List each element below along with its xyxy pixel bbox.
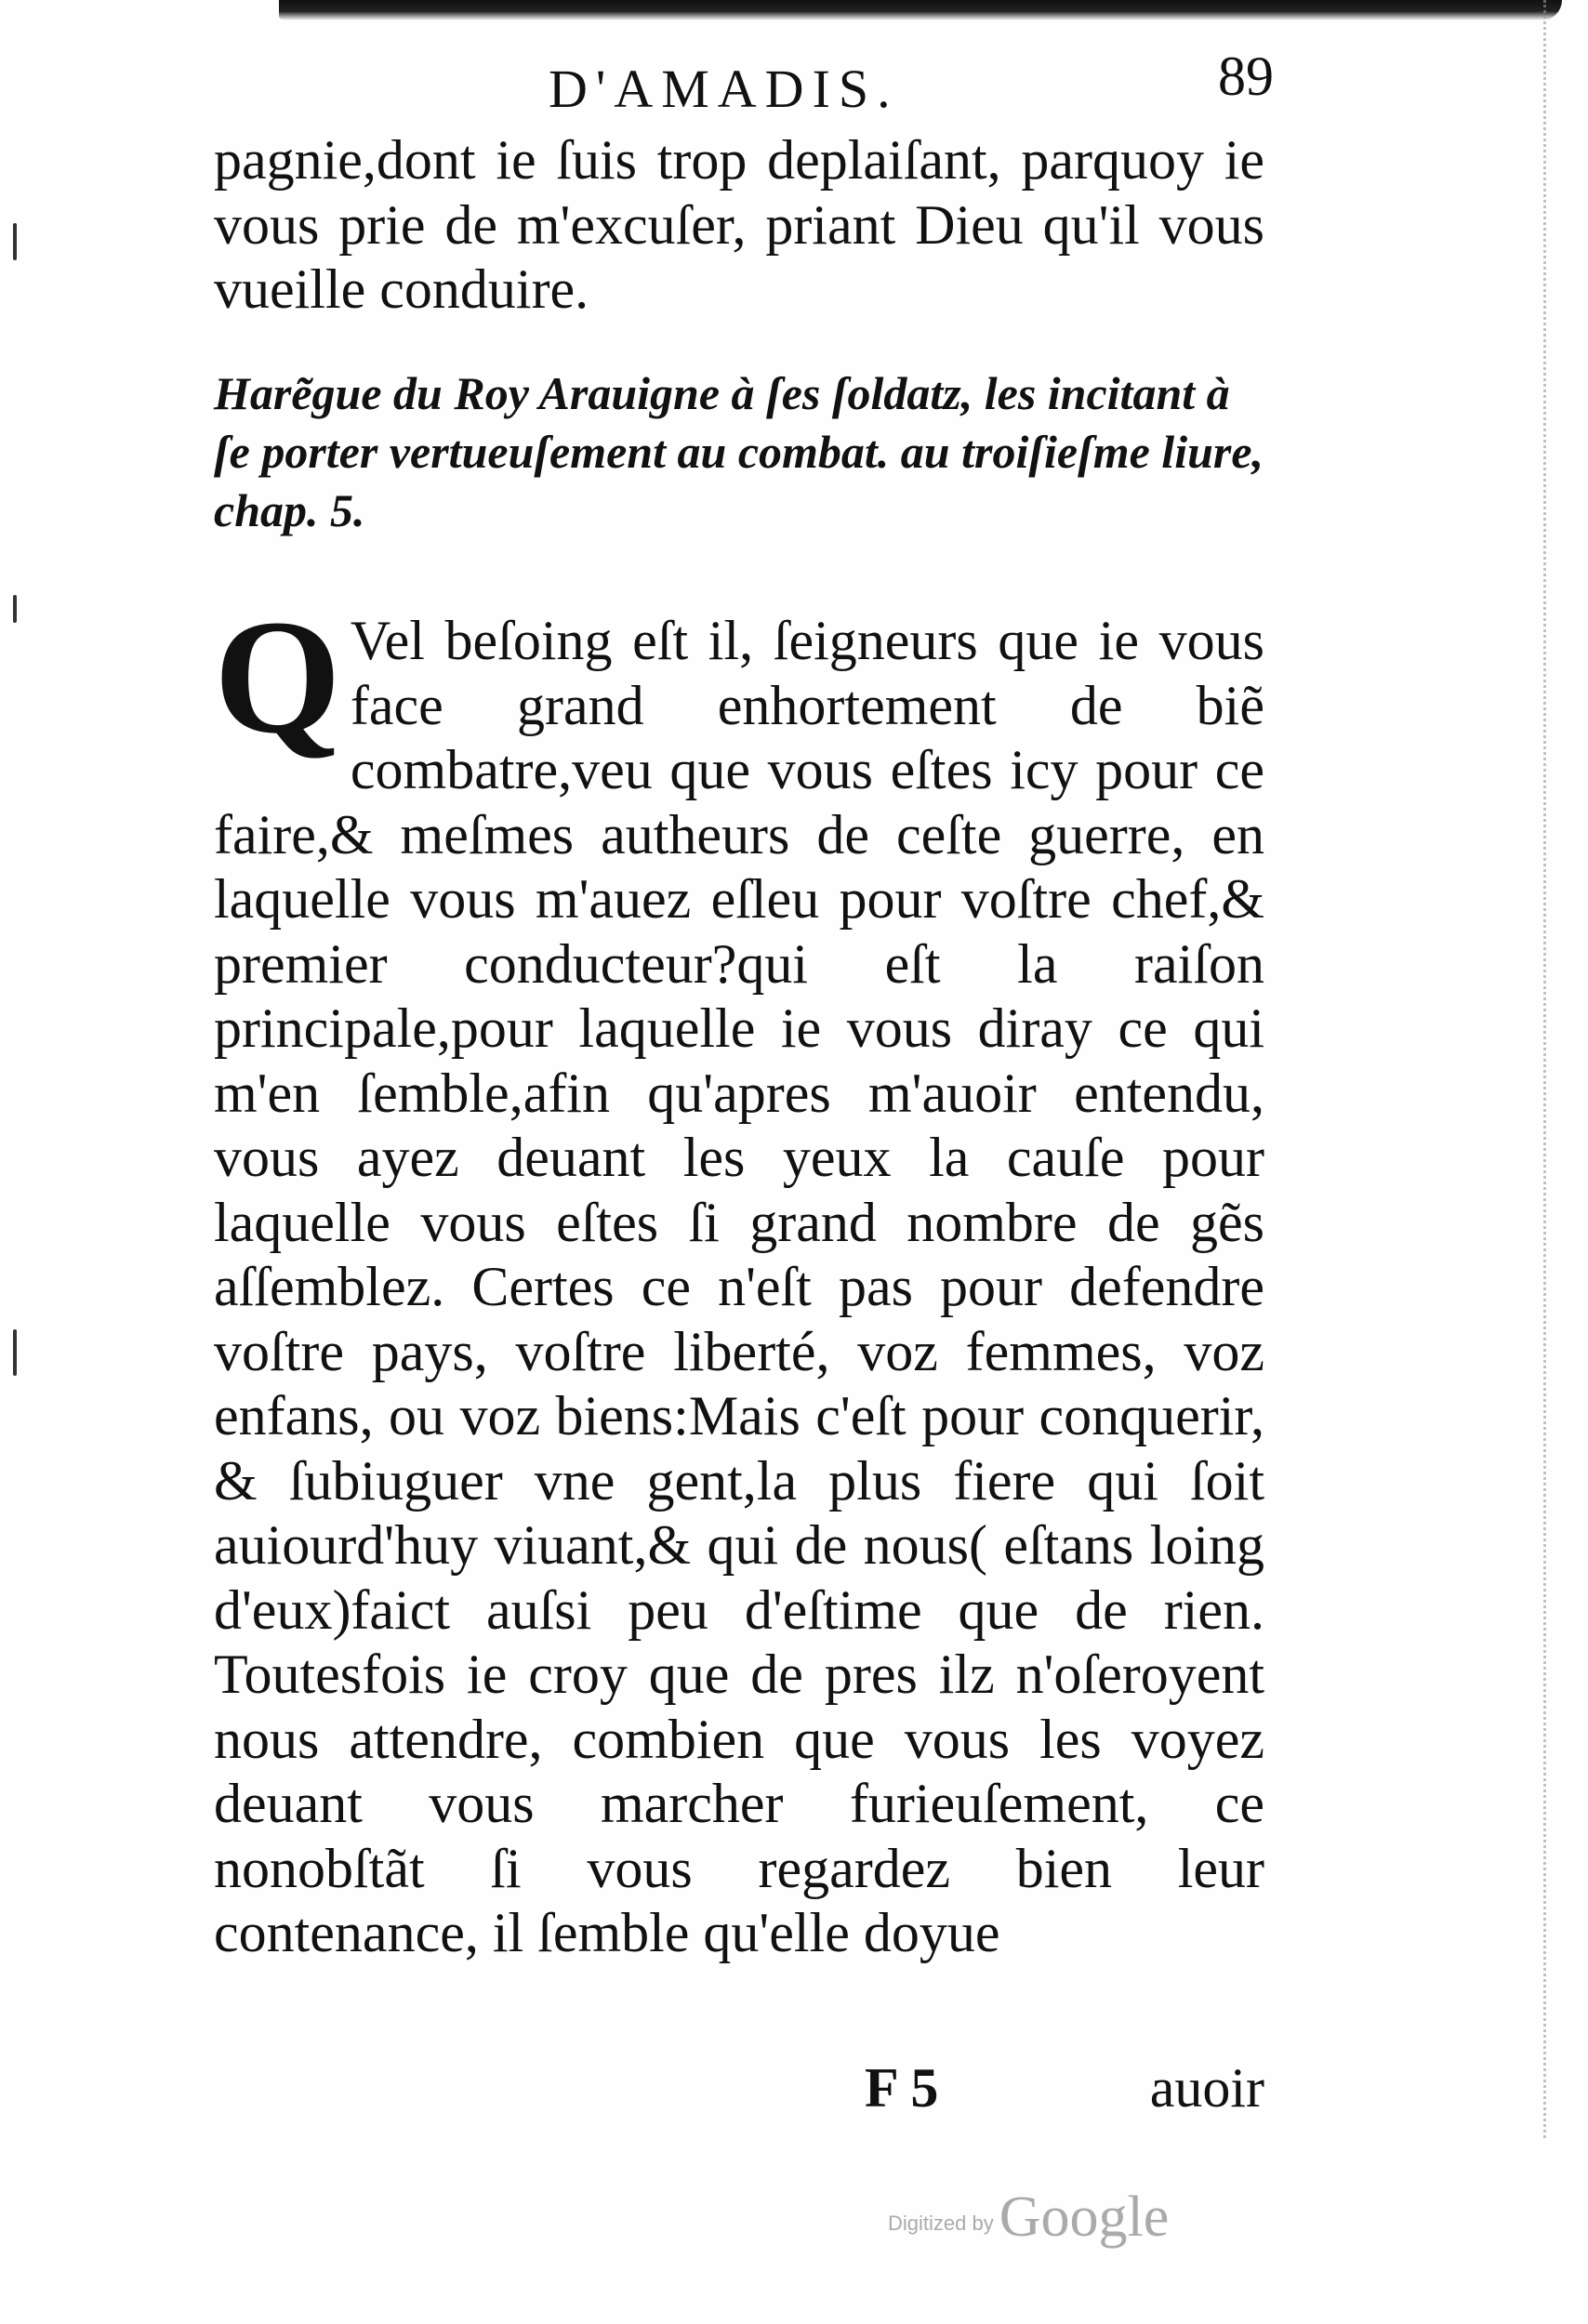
- speech-text: Vel beſoing eſt il, ſeigneurs que ie vous face grand enhortement de biẽ combatre,veu que vous eſtes icy pour ce faire,& meſmes autheurs de ceſte guerre, en laquelle vous m'auez eſleu pour voſtre chef,& premier conducteur?qui eſt la raiſon principale,pour laquelle ie vous diray ce qui m'en ſemble,afin qu'apres m'auoir entendu, vous ayez deuant les yeux la cauſe pour laquelle vous eſtes ſi grand nombre de gẽs aſſemblez. Certes ce n'eſt pas pour defendre voſtre pays, voſtre liberté, voz femmes, voz enfans, ou voz biens:Mais c'eſt pour conquerir, & ſubiuguer vne gent,la plus fiere qui ſoit auiourd'huy viuant,& qui de nous( eſtans loing d'eux)faict auſsi peu d'eſtime que de rien. Toutesfois ie croy que de pres ilz n'oſeroyent nous attendre, combien que vous les voyez deuant vous marcher furieuſement, ce nonobſtãt ſi vous regardez bien leur contenance, il ſemble qu'elle doyue: [214, 610, 1264, 1963]
- page-footer: [214, 2056, 1264, 2121]
- watermark-brand: Google: [999, 2185, 1170, 2249]
- drop-cap: Q: [214, 587, 341, 768]
- signature-mark: F 5: [865, 2057, 939, 2119]
- digitization-watermark: [888, 2185, 1169, 2251]
- watermark-prefix: Digitized by: [888, 2212, 994, 2235]
- page-top-edge-shadow: [279, 0, 1562, 20]
- page-number: 89: [1218, 46, 1274, 107]
- margin-speck: [13, 1329, 17, 1376]
- margin-speck: [13, 223, 17, 260]
- continuation-paragraph: pagnie,dont ie ſuis trop deplaiſant, parquoy ie vous prie de m'excuſer, priant Dieu qu'il vous vueille conduire.: [214, 129, 1264, 320]
- page-header: [214, 45, 1274, 119]
- running-title: D'AMADIS.: [549, 59, 899, 119]
- speech-paragraph: [214, 587, 1264, 1966]
- margin-speck: [13, 595, 17, 623]
- page-right-edge-shadow: [1543, 0, 1588, 2138]
- section-heading: Harẽgue du Roy Arauigne à ſes ſoldatz, les incitant à ſe porter vertueuſement au combat. au troiſieſme liure, chap. 5.: [214, 367, 1264, 536]
- catchword: auoir: [1149, 2057, 1264, 2119]
